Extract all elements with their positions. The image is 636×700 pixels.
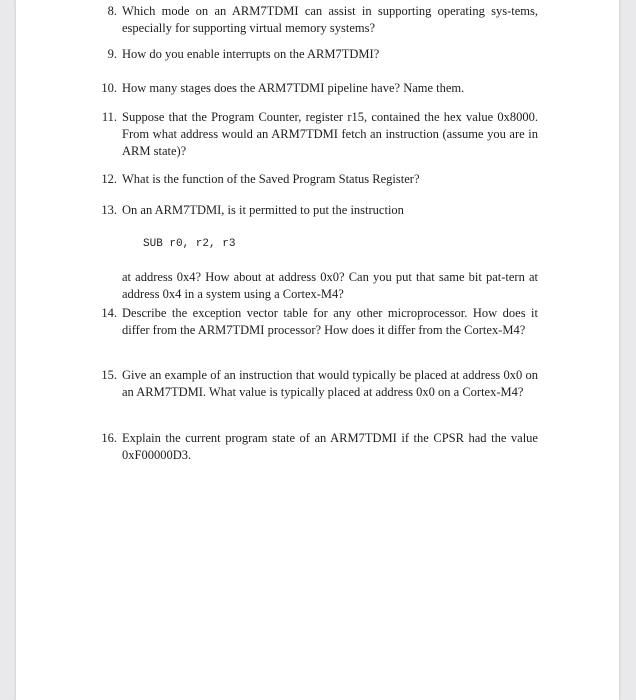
question-number: 14. xyxy=(101,306,117,320)
question-text: Which mode on an ARM7TDMI can assist in supporting operating sys-tems, especially for supporting virtual memory systems? xyxy=(122,4,538,35)
question-number: 11. xyxy=(101,110,117,124)
question-text-block xyxy=(122,109,538,160)
question-text: Describe the exception vector table for any other microprocessor. How does it differ from the ARM7TDMI processor? How does it differ from the Cortex-M4? xyxy=(122,306,538,337)
spacer xyxy=(122,253,538,269)
code-snippet: SUB r0, r2, r3 xyxy=(143,238,236,250)
question-list xyxy=(16,0,619,700)
question-number: 8. xyxy=(107,4,117,18)
question-number: 10. xyxy=(101,81,117,95)
question-text: Give an example of an instruction that would typically be placed at address 0x0 on an ARM7TDMI. What value is typically placed at address 0x0 on a Cortex-M4? xyxy=(122,368,538,399)
question-text: Suppose that the Program Counter, register r15, contained the hex value 0x8000. From what address would an ARM7TDMI fetch an instruction (assume you are in ARM state)? xyxy=(122,110,538,158)
question-text: How many stages does the ARM7TDMI pipeline have? Name them. xyxy=(122,81,465,95)
question-text-block xyxy=(122,202,538,303)
question-number: 16. xyxy=(101,431,117,445)
question-number: 9. xyxy=(107,47,117,61)
question-text: On an ARM7TDMI, is it permitted to put the instruction xyxy=(122,203,404,217)
question-text-block xyxy=(122,3,538,37)
question-number: 12. xyxy=(101,172,117,186)
spacer xyxy=(122,219,538,236)
question-text: What is the function of the Saved Program Status Register? xyxy=(122,172,420,186)
question-text-block xyxy=(122,171,538,188)
question-number: 15. xyxy=(101,368,117,382)
question-text: Explain the current program state of an ARM7TDMI if the CPSR had the value 0xF00000D3. xyxy=(122,431,538,462)
question-text-block xyxy=(122,46,538,63)
question-text-block xyxy=(122,367,538,401)
question-number: 13. xyxy=(101,203,117,217)
question-text-block xyxy=(122,80,538,97)
document-page xyxy=(16,0,619,700)
question-text-block xyxy=(122,430,538,464)
question-text-continued: at address 0x4? How about at address 0x0? Can you put that same bit pat-tern at address 0x4 in a system using a Cortex-M4? xyxy=(122,270,538,301)
question-text-block xyxy=(122,305,538,339)
question-text: How do you enable interrupts on the ARM7TDMI? xyxy=(122,47,380,61)
